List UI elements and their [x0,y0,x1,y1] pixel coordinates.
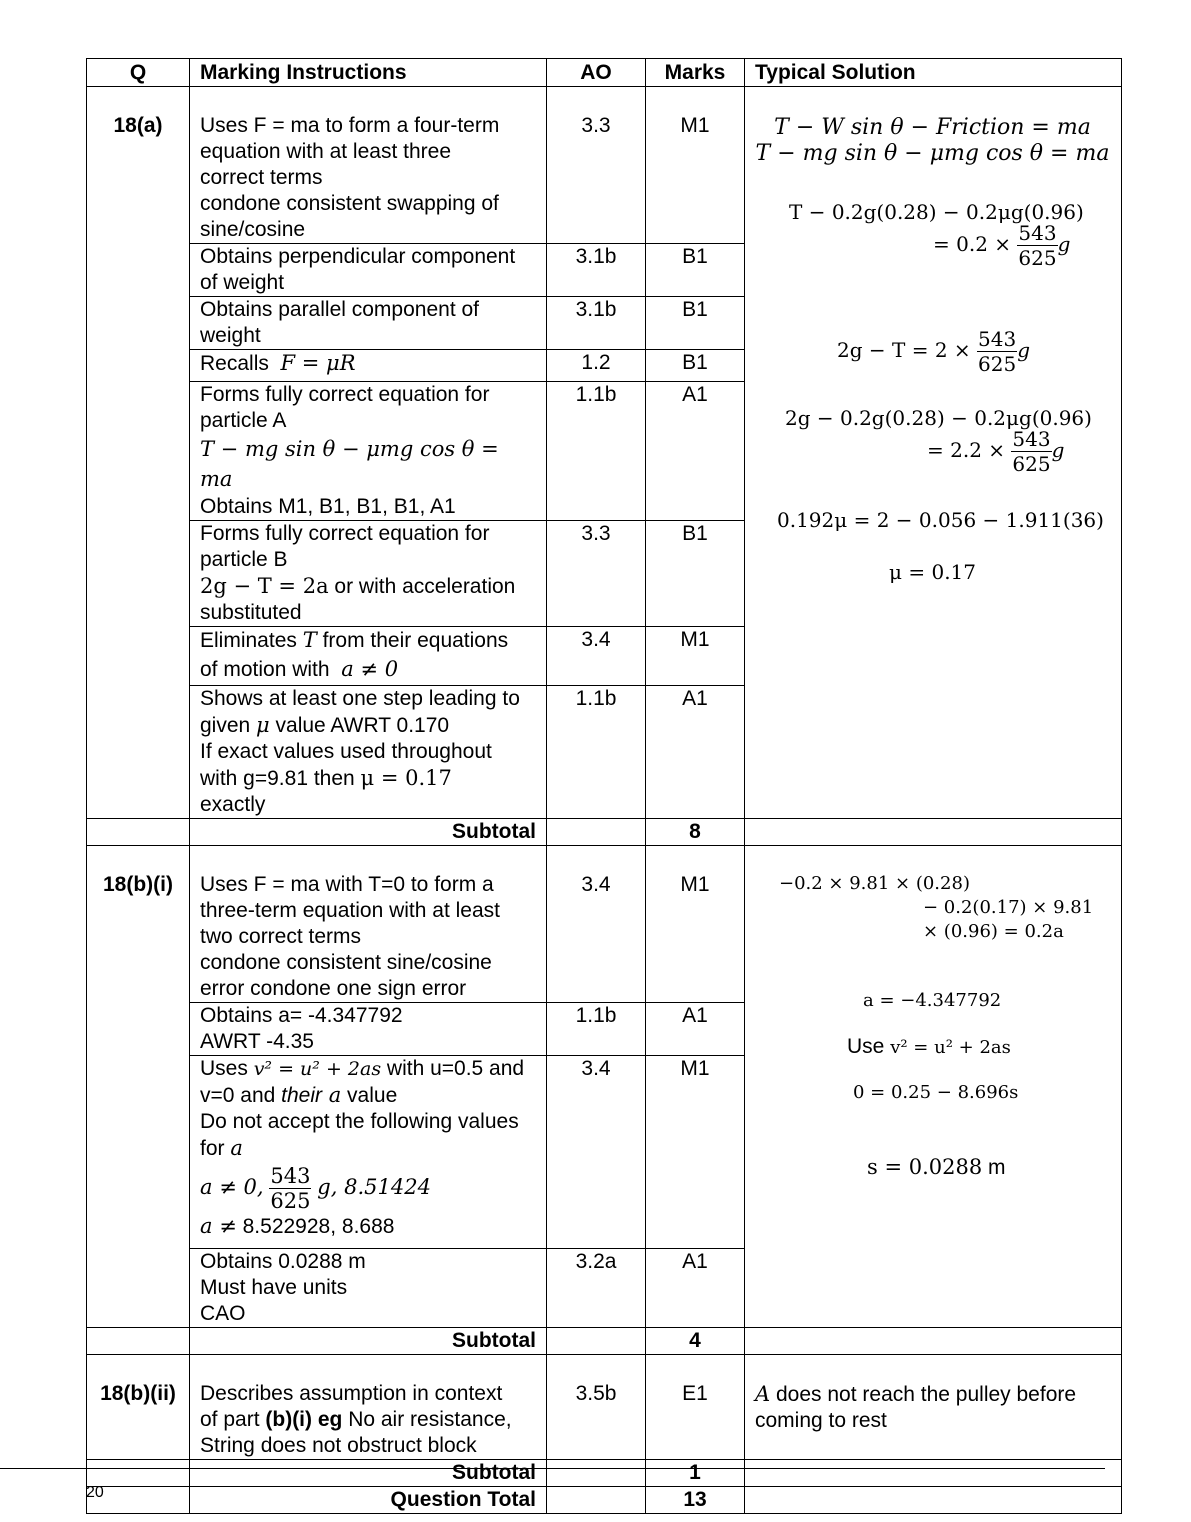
ao-cell: 1.1b [547,1003,646,1056]
solution-line: T − W sin θ − Friction = ma [774,115,1091,140]
instruction-cell: Recalls F = μR [190,350,547,382]
marks-cell: B1 [646,244,745,297]
marks-cell: A1 [646,1249,745,1328]
solution-line: s = 0.0288 m [867,1155,1006,1179]
marks-cell: M1 [646,846,745,1003]
ao-cell: 1.1b [547,686,646,819]
marks-cell: M1 [646,87,745,244]
solution-line: −0.2 × 9.81 × (0.28) [779,873,970,894]
solution-line: Use v² = u² + 2as [847,1035,1011,1058]
question-total-value: 13 [646,1487,745,1514]
solution-line: 2g − T = 2 × $\frac{543}{625}$ g [837,327,1031,376]
solution-line: × (0.96) = 0.2a [923,921,1064,942]
instruction-cell: Uses F = ma to form a four-term equation with at least three correct terms condone consistent swapping of sine/cosine [190,87,547,244]
solution-line: 0.192μ = 2 − 0.056 − 1.911(36) [777,508,1104,532]
marks-cell: A1 [646,686,745,819]
question-label-18bi: 18(b)(i) [87,846,190,1328]
header-marks: Marks [646,59,745,87]
header-marking-instructions: Marking Instructions [190,59,547,87]
table-row [87,846,1122,1003]
solution-line: − 0.2(0.17) × 9.81 [923,897,1094,918]
ao-cell: 1.1b [547,382,646,521]
header-q: Q [87,59,190,87]
instruction-cell: Obtains 0.0288 m Must have units CAO [190,1249,547,1328]
ao-cell: 3.4 [547,846,646,1003]
subtotal-value: 4 [646,1328,745,1355]
instruction-cell: Uses v² = u² + 2as with u=0.5 and v=0 and their a value Do not accept the following values for a a ≠ 0, $\frac{543}{625}$ g, 8.51424 a ≠ 8.522928, 8.688 [190,1056,547,1249]
marks-cell: A1 [646,1003,745,1056]
page-number: 20 [86,1484,104,1501]
ao-cell: 3.3 [547,521,646,627]
subtotal-row [87,1328,1122,1355]
solution-line: μ = 0.17 [889,560,977,584]
ao-cell: 3.5b [547,1355,646,1460]
ao-cell: 3.2a [547,1249,646,1328]
question-label-18bii: 18(b)(ii) [87,1355,190,1460]
marks-cell: B1 [646,521,745,627]
solution-cell-18bii: A does not reach the pulley before coming to rest [745,1355,1122,1460]
instruction-cell: Obtains a= -4.347792 AWRT -4.35 [190,1003,547,1056]
instruction-cell: Shows at least one step leading to given μ value AWRT 0.170 If exact values used throughout with g=9.81 then μ = 0.17 exactly [190,686,547,819]
header-typical-solution: Typical Solution [745,59,1122,87]
mark-scheme-table [86,58,1121,1514]
table-row [87,87,1122,244]
ao-cell: 3.3 [547,87,646,244]
instruction-cell: Forms fully correct equation for particle B 2g − T = 2a or with acceleration substituted [190,521,547,627]
marks-cell: B1 [646,297,745,350]
marks-cell: A1 [646,382,745,521]
instruction-cell: Describes assumption in context of part (b)(i) eg No air resistance, String does not obstruct block [190,1355,547,1460]
subtotal-row [87,1460,1122,1487]
solution-line: = 0.2 × $\frac{543}{625}$ g [933,221,1071,270]
marks-cell: M1 [646,1056,745,1249]
instruction-cell: Uses F = ma with T=0 to form a three-term equation with at least two correct terms condone consistent sine/cosine error condone one sign error [190,846,547,1003]
footer-rule [0,1468,1105,1469]
subtotal-row [87,819,1122,846]
marks-cell: M1 [646,627,745,686]
instruction-cell: Eliminates T from their equations of motion with a ≠ 0 [190,627,547,686]
marks-cell: B1 [646,350,745,382]
instruction-cell: Obtains perpendicular component of weight [190,244,547,297]
table-row [87,1355,1122,1460]
table-header-row [87,59,1122,87]
question-total-row [87,1487,1122,1514]
subtotal-label: Subtotal [190,819,547,846]
subtotal-value: 1 [646,1460,745,1487]
solution-line: 0 = 0.25 − 8.696s [853,1082,1019,1103]
solution-line: T − 0.2g(0.28) − 0.2μg(0.96) [789,200,1084,224]
header-ao: AO [547,59,646,87]
solution-line: a = −4.347792 [863,990,1002,1011]
ao-cell: 3.4 [547,1056,646,1249]
solution-line: T − mg sin θ − μmg cos θ = ma [755,141,1110,166]
question-total-label: Question Total [190,1487,547,1514]
ao-cell: 3.1b [547,297,646,350]
solution-cell-18a [745,87,1122,819]
solution-line: = 2.2 × $\frac{543}{625}$ g [927,427,1065,476]
question-label-18a: 18(a) [87,87,190,819]
marks-cell: E1 [646,1355,745,1460]
subtotal-value: 8 [646,819,745,846]
instruction-cell: Forms fully correct equation for particle A T − mg sin θ − μmg cos θ = ma Obtains M1, B1, B1, B1, A1 [190,382,547,521]
solution-line: 2g − 0.2g(0.28) − 0.2μg(0.96) [785,406,1092,430]
ao-cell: 3.1b [547,244,646,297]
subtotal-label: Subtotal [190,1328,547,1355]
ao-cell: 1.2 [547,350,646,382]
solution-cell-18bi [745,846,1122,1328]
instruction-cell: Obtains parallel component of weight [190,297,547,350]
ao-cell: 3.4 [547,627,646,686]
subtotal-label: Subtotal [190,1460,547,1487]
